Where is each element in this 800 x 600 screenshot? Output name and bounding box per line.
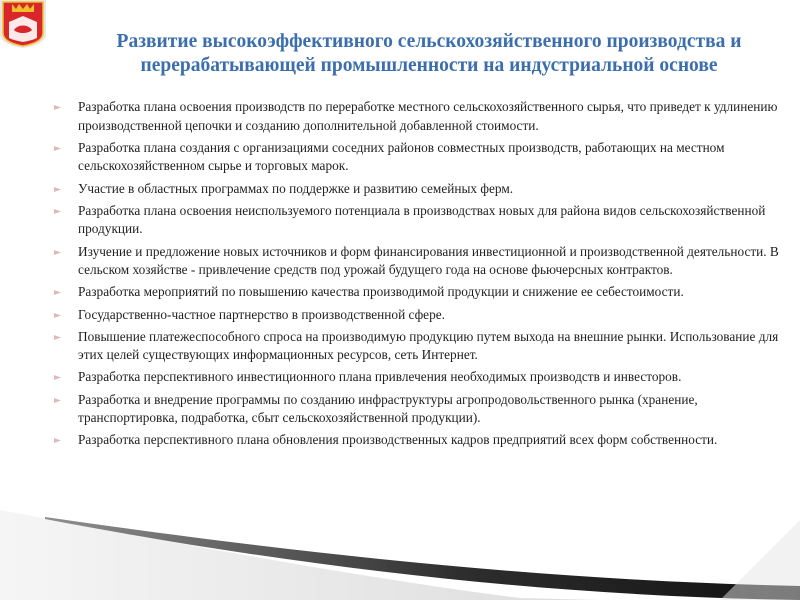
bullet-icon <box>54 250 61 255</box>
list-item-text: Разработка плана создания с организациями соседних районов совместных производств, работающих на местном сельскохозяйственном сырье и торговых марок. <box>78 139 725 174</box>
list-item-text: Государственно-частное партнерство в производственной сфере. <box>78 306 445 322</box>
list-item-text: Разработка перспективного плана обновления производственных кадров предприятий всех форм собственности. <box>78 432 718 448</box>
slide-title-line-1: Развитие высокоэффективного сельскохозяйственного производства и <box>116 31 742 52</box>
list-item <box>52 98 790 135</box>
list-item <box>52 139 790 176</box>
bullet-icon <box>54 375 61 380</box>
bullet-icon <box>54 398 61 403</box>
list-item-text: Участие в областных программах по поддержке и развитию семейных ферм. <box>78 180 514 196</box>
slide-title-line-2: перерабатывающей промышленности на индустриальной основе <box>140 55 718 76</box>
bullet-icon <box>54 313 61 318</box>
list-item <box>52 202 790 239</box>
slide-title <box>62 30 796 78</box>
bullet-icon <box>54 187 61 192</box>
list-item <box>52 180 790 199</box>
list-item-text: Разработка и внедрение программы по созданию инфраструктуры агропродовольственного рынка (хранение, транспортировка, подработка, сбыт сельскохозяйственной продукции). <box>78 391 698 426</box>
list-item-text: Разработка плана освоения производств по переработке местного сельскохозяйственного сырья, что приведет к удлинению производственной цепочки и созданию дополнительной добавленной стоимости. <box>78 99 778 133</box>
coat-of-arms-icon <box>0 0 46 48</box>
list-item <box>52 431 790 450</box>
bullet-icon <box>54 209 61 214</box>
list-item <box>52 391 790 428</box>
list-item <box>52 328 790 365</box>
list-item-text: Повышение платежеспособного спроса на производимую продукцию путем выхода на внешние рынки. Использование для этих целей существующих информационных ресурсов, сеть Интернет. <box>78 328 779 363</box>
bullet-icon <box>54 438 61 443</box>
bullet-icon <box>54 105 61 110</box>
list-item-text: Разработка плана освоения неиспользуемого потенциала в производствах новых для района видов сельскохозяйственной продукции. <box>78 202 766 237</box>
list-item <box>52 306 790 325</box>
bullet-list <box>52 98 790 454</box>
bullet-icon <box>54 290 61 295</box>
bullet-icon <box>54 146 61 151</box>
list-item <box>52 243 790 280</box>
list-item-text: Изучение и предложение новых источников и форм финансирования инвестиционной и производственной деятельности. В сельском хозяйстве - привлечение средств под урожай будущего года на основе фьючерсных контрактов. <box>78 243 779 278</box>
list-item <box>52 283 790 302</box>
list-item <box>52 368 790 387</box>
bullet-icon <box>54 335 61 340</box>
list-item-text: Разработка перспективного инвестиционного плана привлечения необходимых производств и инвесторов. <box>78 369 682 385</box>
list-item-text: Разработка мероприятий по повышению качества производимой продукции и снижение ее себестоимости. <box>78 284 684 300</box>
